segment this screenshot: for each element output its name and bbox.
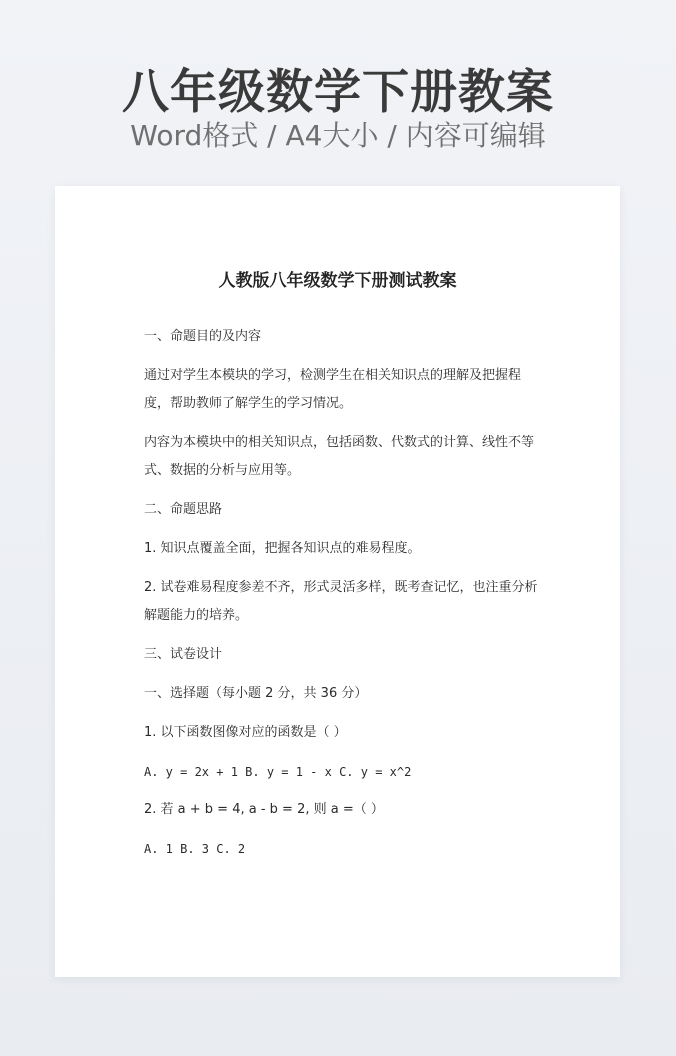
list-item-continued: 解题能力的培养。 bbox=[144, 608, 249, 623]
page-title: 八年级数学下册教案 bbox=[122, 65, 554, 120]
list-item: 1. 知识点覆盖全面，把握各知识点的难易程度。 bbox=[144, 541, 421, 556]
page-header bbox=[0, 0, 676, 180]
question-1-options: A. y = 2x + 1 B. y = 1 - x C. y = x^2 bbox=[144, 765, 412, 779]
section-heading-2: 二、命题思路 bbox=[144, 502, 223, 517]
question-group-heading: 一、选择题（每小题 2 分，共 36 分） bbox=[144, 686, 368, 701]
list-item: 2. 试卷难易程度参差不齐，形式灵活多样，既考查记忆，也注重分析 bbox=[144, 580, 538, 595]
section-heading-1: 一、命题目的及内容 bbox=[144, 329, 262, 344]
paragraph-line: 度，帮助教师了解学生的学习情况。 bbox=[144, 396, 353, 411]
question-1: 1. 以下函数图像对应的函数是（ ） bbox=[144, 725, 347, 740]
paragraph-line: 内容为本模块中的相关知识点，包括函数、代数式的计算、线性不等 bbox=[144, 435, 535, 450]
question-2-options: A. 1 B. 3 C. 2 bbox=[144, 842, 246, 856]
question-2: 2. 若 a + b = 4, a - b = 2, 则 a =（ ） bbox=[144, 802, 384, 817]
paragraph-line: 式、数据的分析与应用等。 bbox=[144, 463, 301, 478]
page-subtitle: Word格式 / A4大小 / 内容可编辑 bbox=[130, 119, 546, 152]
document-page bbox=[55, 186, 620, 977]
paragraph-line: 通过对学生本模块的学习，检测学生在相关知识点的理解及把握程 bbox=[144, 368, 522, 383]
section-heading-3: 三、试卷设计 bbox=[144, 647, 223, 662]
document-title: 人教版八年级数学下册测试教案 bbox=[218, 271, 457, 291]
